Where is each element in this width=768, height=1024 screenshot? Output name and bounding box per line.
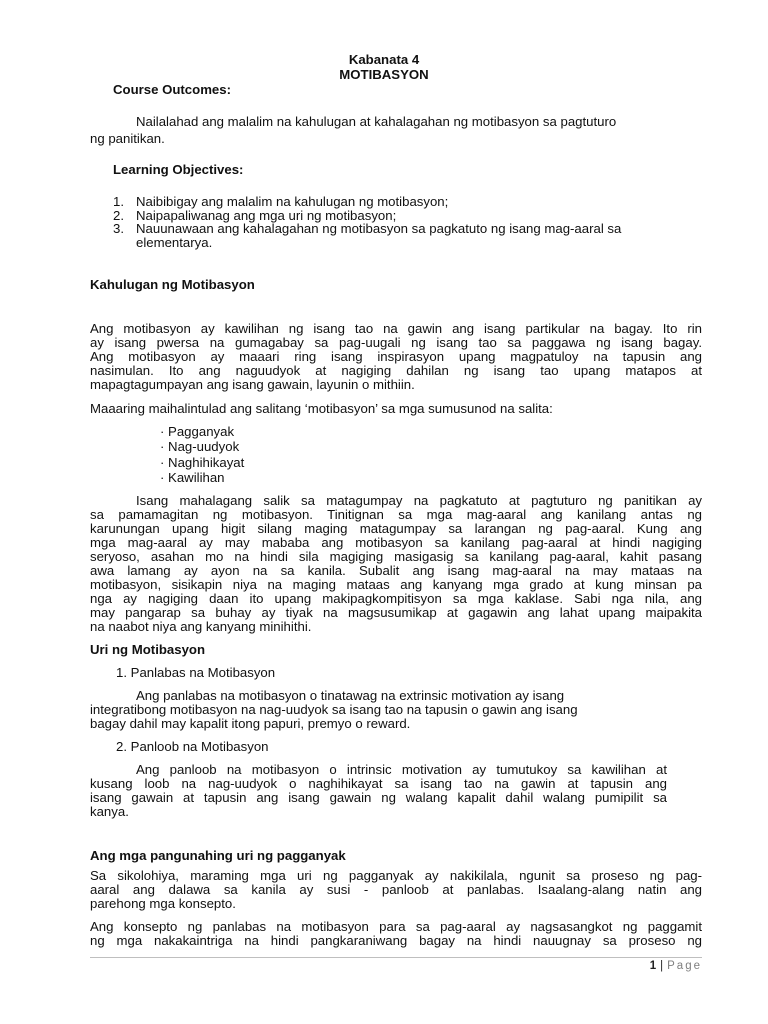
page-number: 1 — [649, 960, 657, 972]
paragraph-line: may pangarap sa buhay ay tiyak na magsusumikap at gagawin ang lahat upang maipakita — [90, 605, 702, 620]
paragraph-line: isang gawain at tapusin ang isang gawain ng walang kapalit dahil walang pumipilit sa — [90, 790, 667, 805]
list-item: · Pagganyak — [160, 424, 235, 439]
paragraph-line: mapagtagumpayan ang isang gawain, layunin o mithiin. — [90, 377, 415, 392]
paragraph-line: kanya. — [90, 804, 129, 819]
list-item-number: 3. — [113, 221, 124, 236]
paragraph-line: kusang loob na nag-uudyok o naghihikayat sa isang tao na gawin at tapusin ang — [90, 776, 667, 791]
paragraph-line: motibasyon, sisikapin niya na maging mataas ang kanyang mga grado at kung minsan pa — [90, 577, 702, 592]
paragraph-line: Ang panlabas na motibasyon o tinatawag na extrinsic motivation ay isang — [136, 688, 565, 703]
paragraph-synonyms-intro: Maaaring maihalintulad ang salitang ‘motibasyon’ sa mga sumusunod na salita: — [90, 401, 553, 416]
paragraph-line: ay isang pwersa na gumagabay sa pag-uugali ng isang tao sa paggawa ng isang bagay. — [90, 335, 702, 350]
list-item: Naipapaliwanag ang mga uri ng motibasyon; — [136, 208, 397, 223]
paragraph-line: Ang motibasyon ay kawilihan ng isang tao na gawin ang isang partikular na bagay. Ito rin — [90, 321, 702, 336]
section-heading-pagganyak: Ang mga pangunahing uri ng pagganyak — [90, 848, 346, 863]
chapter-label: Kabanata 4 — [348, 52, 420, 67]
paragraph-line: sa pamamagitan ng motibasyon. Tinitignan sa mga mag-aaral ang kanilang antas ng — [90, 507, 702, 522]
course-outcomes-text-line1: Nailalahad ang malalim na kahulugan at kahalagahan ng motibasyon sa pagtuturo — [136, 114, 617, 129]
paragraph-line: Ang motibasyon ay maaari ring isang inspirasyon upang magpatuloy na tapusin ang — [90, 349, 702, 364]
paragraph-line: seryoso, asahan mo na hindi sila magiging masigasig sa kanilang pag-aaral, kahit pasang — [90, 549, 702, 564]
paragraph-line: mga mag-aaral ay may mababa ang motibasyon sa kanilang pag-aaral at hindi nagiging — [90, 535, 702, 550]
page-label: Page — [667, 960, 702, 972]
paragraph-line: parehong mga konsepto. — [90, 896, 236, 911]
paragraph-line: nasimulan. Ito ang naguudyok at nagiging dahilan ng isang tao upang matapos at — [90, 363, 702, 378]
list-item: Nauunawaan ang kahalagahan ng motibasyon sa pagkatuto ng isang mag-aaral sa — [136, 221, 622, 236]
uri-item-1-title: 1. Panlabas na Motibasyon — [116, 665, 276, 680]
paragraph-line: integratibong motibasyon na nag-uudyok sa isang tao na tapusin o gawin ang isang — [90, 702, 578, 717]
paragraph-line: awa lamang ay ayon na sa kanila. Subalit ang isang mag-aaral na may mataas na — [90, 563, 702, 578]
paragraph-line: bagay dahil may kapalit itong papuri, premyo o reward. — [90, 716, 411, 731]
list-item-continuation: elementarya. — [136, 235, 213, 250]
footer-separator: | — [660, 960, 664, 972]
paragraph-line: karunungan upang higit silang maging matagumpay sa larangan ng pag-aaral. Kung ang — [90, 521, 702, 536]
paragraph-line: Isang mahalagang salik sa matagumpay na pagkatuto at pagtuturo ng panitikan ay — [136, 493, 702, 508]
paragraph-line: na naabot niya ang kanyang minihithi. — [90, 619, 312, 634]
course-outcomes-heading: Course Outcomes: — [113, 82, 231, 97]
page-footer — [650, 960, 702, 973]
section-heading-uri: Uri ng Motibasyon — [90, 642, 206, 657]
footer-divider — [90, 957, 702, 958]
learning-objectives-heading: Learning Objectives: — [113, 162, 244, 177]
list-item: · Kawilihan — [160, 470, 225, 485]
paragraph-line: Ang konsepto ng panlabas na motibasyon para sa pag-aaral ay nagsasangkot ng paggamit — [90, 919, 702, 934]
paragraph-line: nga ay nagiging daan ito upang makipagkompitisyon sa mga kaklase. Sabi nga nila, ang — [90, 591, 702, 606]
paragraph-line: aaral ang dalawa sa kanila ay susi - panloob at panlabas. Isaalang-alang natin ang — [90, 882, 702, 897]
paragraph-line: Ang panloob na motibasyon o intrinsic motivation ay tumutukoy sa kawilihan at — [136, 762, 667, 777]
list-item-number: 1. — [113, 194, 124, 209]
paragraph-line: ng mga nakakaintriga na hindi pangkaraniwang bagay na hindi nauugnay sa proseso ng — [90, 933, 702, 948]
chapter-title: MOTIBASYON — [339, 67, 429, 82]
section-heading-kahulugan: Kahulugan ng Motibasyon — [90, 277, 255, 292]
list-item: · Naghihikayat — [160, 455, 245, 470]
paragraph-line: Sa sikolohiya, maraming mga uri ng pagganyak ay nakikilala, ngunit sa proseso ng pag- — [90, 868, 702, 883]
course-outcomes-text-line2: ng panitikan. — [90, 131, 165, 146]
list-item: Naibibigay ang malalim na kahulugan ng motibasyon; — [136, 194, 449, 209]
uri-item-2-title: 2. Panloob na Motibasyon — [116, 739, 269, 754]
list-item: · Nag-uudyok — [160, 439, 240, 454]
list-item-number: 2. — [113, 208, 124, 223]
